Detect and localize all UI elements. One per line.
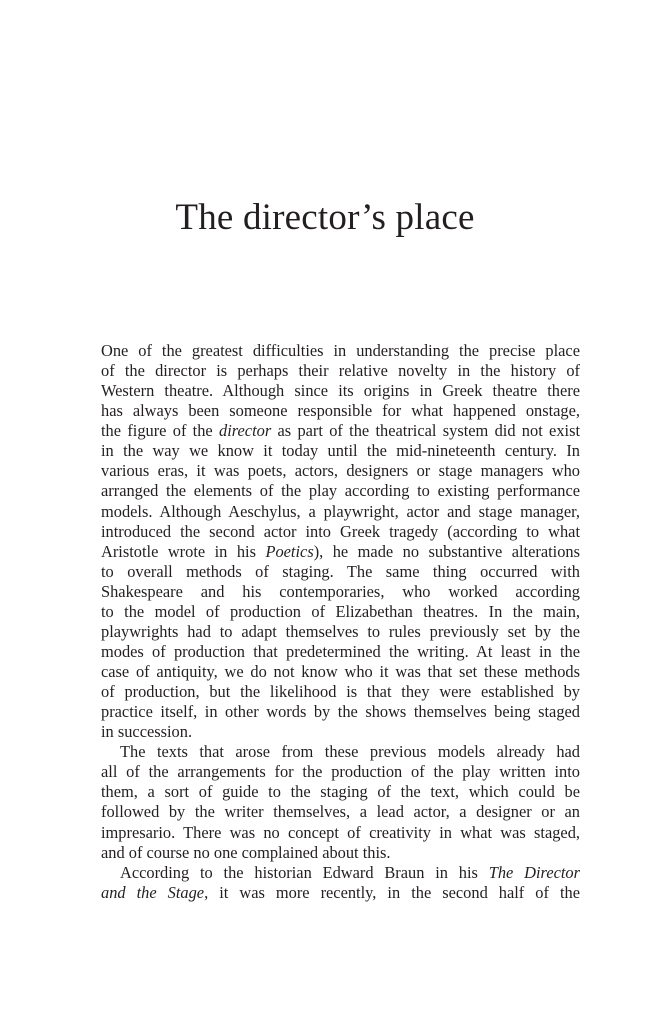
- text-line: has always been someone responsible for what happened onstage,: [101, 401, 580, 421]
- italic-title: and the Stage: [101, 882, 205, 902]
- text-line: and of course no one complained about this.: [101, 842, 391, 862]
- text-line: of production, but the likelihood is that they were established by: [101, 682, 580, 702]
- text-line: various eras, it was poets, actors, designers or stage managers who: [101, 461, 580, 481]
- text-line: introduced the second actor into Greek tragedy (according to what: [101, 521, 580, 541]
- text-line: and the Stage, it was more recently, in the second half of the: [101, 882, 581, 902]
- text-line: them, a sort of guide to the staging of the text, which could be: [101, 782, 580, 802]
- chapter-title: The director’s place: [175, 197, 475, 238]
- text-line: According to the historian Edward Braun in his The Director: [120, 862, 580, 882]
- text-line: The texts that arose from these previous models already had: [120, 742, 580, 762]
- text-line: to the model of production of Elizabethan theatres. In the main,: [101, 601, 580, 621]
- text-line: to overall methods of staging. The same thing occurred with: [101, 561, 580, 581]
- text-line: followed by the writer themselves, a lead actor, a designer or an: [101, 802, 580, 822]
- text-line: modes of production that predetermined the writing. At least in the: [101, 641, 580, 661]
- text-line: Western theatre. Although since its origins in Greek theatre there: [101, 381, 580, 401]
- text-line: practice itself, in other words by the shows themselves being staged: [101, 702, 580, 722]
- body-text: [101, 341, 580, 903]
- text-line: the figure of the director as part of the theatrical system did not exist: [101, 421, 580, 441]
- text-line: all of the arrangements for the production of the play written into: [101, 762, 580, 782]
- paragraph-2: [101, 742, 580, 862]
- text-line: in the way we know it today until the mid-nineteenth century. In: [101, 441, 580, 461]
- paragraph-1: [101, 341, 580, 742]
- italic-title: The Director: [488, 862, 580, 882]
- text-line: case of antiquity, we do not know who it was that set these methods: [101, 662, 580, 681]
- text-line: in succession.: [101, 722, 193, 742]
- italic-title: Poetics: [265, 541, 314, 561]
- text-line: of the director is perhaps their relative novelty in the history of: [101, 361, 580, 381]
- text-line: Shakespeare and his contemporaries, who worked according: [101, 581, 580, 601]
- text-line: models. Although Aeschylus, a playwright, actor and stage manager,: [101, 501, 580, 521]
- italic-term: director: [219, 421, 272, 441]
- paragraph-3: [101, 863, 580, 903]
- text-line: One of the greatest difficulties in understanding the precise place: [101, 341, 580, 360]
- text-line: Aristotle wrote in his Poetics), he made no substantive alterations: [101, 541, 580, 561]
- text-line: arranged the elements of the play according to existing performance: [101, 481, 580, 501]
- text-line: playwrights had to adapt themselves to rules previously set by the: [101, 621, 580, 641]
- text-line: impresario. There was no concept of creativity in what was staged,: [101, 822, 580, 842]
